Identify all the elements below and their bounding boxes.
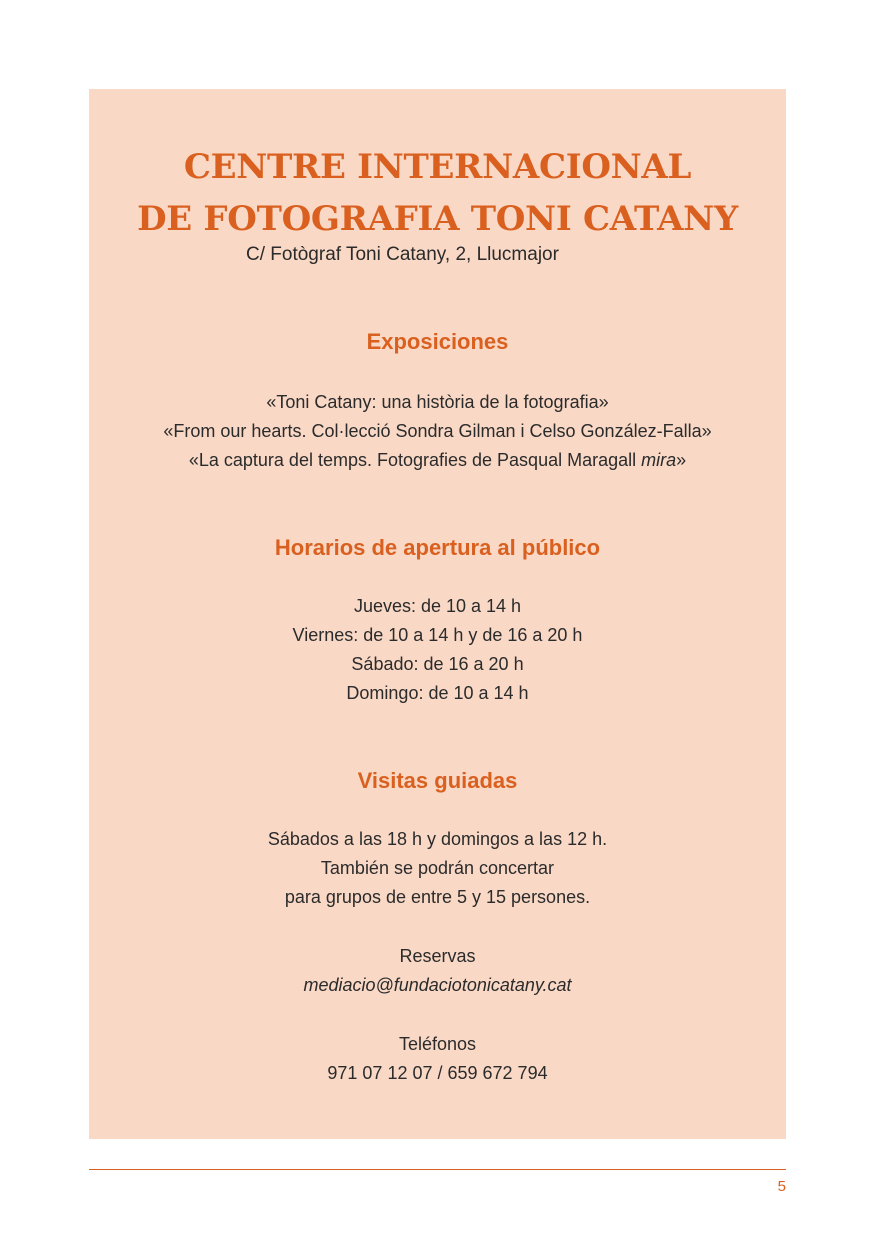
- schedule-item-saturday: Sábado: de 16 a 20 h: [351, 654, 524, 674]
- guided-visits-line: para grupos de entre 5 y 15 persones.: [284, 887, 591, 907]
- page-number: 5: [777, 1178, 786, 1195]
- guided-visits-line: Sábados a las 18 h y domingos a las 12 h.: [267, 829, 608, 849]
- exhibition-title-text: «La captura del temps. Fotografies de Pasqual Maragall: [188, 450, 642, 470]
- guided-visits-line: También se podrán concertar: [320, 858, 555, 878]
- guided-visits-heading: Visitas guiadas: [357, 768, 518, 793]
- exhibition-title-italic: mira: [641, 450, 677, 470]
- exhibitions-heading: Exposiciones: [366, 329, 509, 354]
- phones-label: Teléfonos: [398, 1034, 477, 1054]
- info-panel: [89, 89, 786, 1139]
- exhibition-item: [89, 446, 786, 475]
- reservations-email: mediacio@fundaciotonicatany.cat: [303, 975, 572, 995]
- venue-title-line-1: CENTRE INTERNACIONAL: [183, 147, 692, 187]
- reservations-label: Reservas: [399, 946, 476, 966]
- schedule-item-thursday: Jueves: de 10 a 14 h: [353, 596, 522, 616]
- schedule-item-sunday: Domingo: de 10 a 14 h: [346, 683, 529, 703]
- phone-numbers: 971 07 12 07 / 659 672 794: [327, 1063, 548, 1083]
- exhibition-item: «From our hearts. Col·lecció Sondra Gilman i Celso González-Falla»: [163, 421, 712, 441]
- venue-address: C/ Fotògraf Toni Catany, 2, Llucmajor: [246, 244, 559, 265]
- venue-title-line-2: DE FOTOGRAFIA TONI CATANY: [137, 199, 738, 239]
- exhibition-title-close: »: [676, 450, 687, 470]
- footer-divider: [89, 1169, 786, 1170]
- schedule-item-friday: Viernes: de 10 a 14 h y de 16 a 20 h: [292, 625, 583, 645]
- exhibition-item: «Toni Catany: una història de la fotografia»: [266, 392, 609, 412]
- opening-hours-heading: Horarios de apertura al público: [274, 535, 601, 560]
